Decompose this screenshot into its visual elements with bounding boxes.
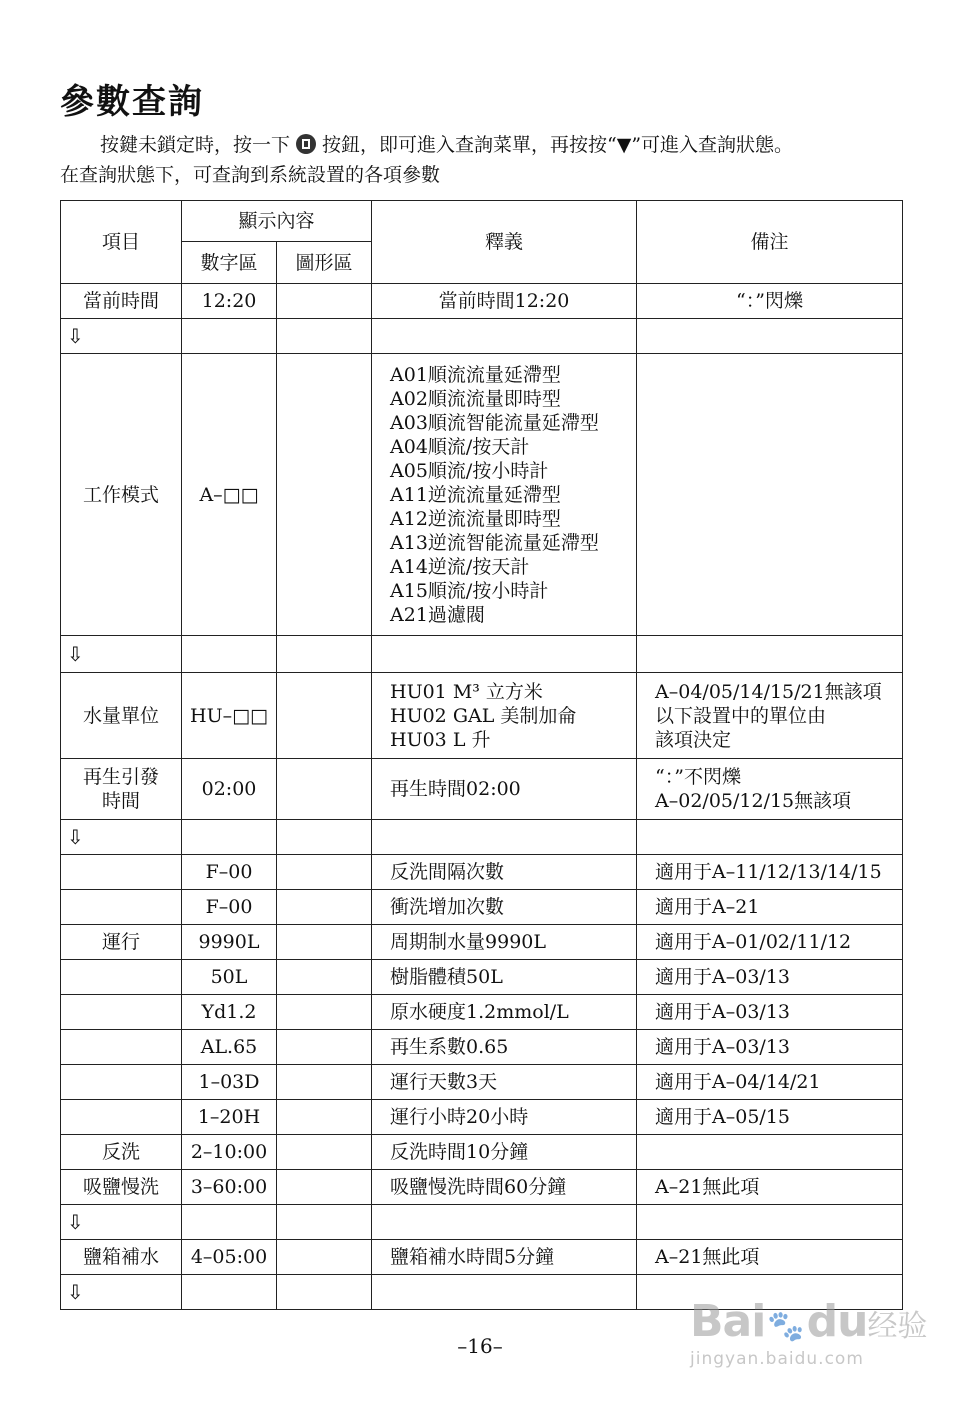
table-row: [61, 759, 903, 820]
intro-line-1-after: 按鈕，即可進入查詢菜單，再按按“▼”可進入查詢狀態。: [322, 134, 794, 156]
row-note: 適用于A–03/13: [637, 1030, 903, 1065]
header-digit: 數字區: [182, 242, 277, 284]
arrow-row: [61, 820, 903, 855]
row-item: [61, 890, 182, 925]
list-item: A04順流/按天計: [390, 435, 530, 458]
row-digit: F–00: [182, 890, 277, 925]
row-note: “：”閃爍: [637, 284, 903, 319]
row-item: 工作模式: [61, 354, 182, 636]
intro-line-1-before: 按鍵未鎖定時，按一下: [100, 134, 291, 156]
table-row: [61, 890, 903, 925]
row-note: [637, 1135, 903, 1170]
down-arrow-icon: ⇩: [61, 1205, 182, 1240]
row-graphic: [277, 1135, 372, 1170]
row-meaning: 再生時間02:00: [372, 759, 637, 820]
row-meaning: 運行小時20小時: [372, 1100, 637, 1135]
row-graphic: [277, 925, 372, 960]
list-item: A11逆流流量延滯型: [390, 483, 561, 506]
row-item: 當前時間: [61, 284, 182, 319]
row-digit: F–00: [182, 855, 277, 890]
parameter-table: [60, 200, 903, 1310]
intro-line-1: [60, 130, 920, 160]
row-item: 反洗: [61, 1135, 182, 1170]
row-digit: 1–20H: [182, 1100, 277, 1135]
list-item: A03順流智能流量延滯型: [390, 411, 599, 434]
note-line: 該項決定: [655, 728, 732, 751]
row-graphic: [277, 890, 372, 925]
row-meaning: 再生系數0.65: [372, 1030, 637, 1065]
table-row: [61, 673, 903, 759]
arrow-row: [61, 636, 903, 673]
row-graphic: [277, 1030, 372, 1065]
row-digit: 2–10:00: [182, 1135, 277, 1170]
list-item: A21過濾閥: [390, 603, 485, 626]
row-graphic: [277, 1065, 372, 1100]
arrow-row: [61, 319, 903, 354]
row-digit: 02:00: [182, 759, 277, 820]
arrow-row: [61, 1205, 903, 1240]
row-meaning: 運行天數3天: [372, 1065, 637, 1100]
table-row: [61, 995, 903, 1030]
row-digit: HU–□□: [182, 673, 277, 759]
row-item: [61, 1100, 182, 1135]
row-note: A–21無此項: [637, 1170, 903, 1205]
row-item: 鹽箱補水: [61, 1240, 182, 1275]
header-note: 備注: [637, 201, 903, 284]
water-unit-list: [372, 673, 637, 759]
row-note: 適用于A–04/14/21: [637, 1065, 903, 1100]
row-graphic: [277, 1240, 372, 1275]
row-digit: A–□□: [182, 354, 277, 636]
table-row: [61, 1240, 903, 1275]
table-row: [61, 1030, 903, 1065]
list-item: A15順流/按小時計: [390, 579, 549, 602]
row-meaning: 吸鹽慢洗時間60分鐘: [372, 1170, 637, 1205]
row-note: 適用于A–11/12/13/14/15: [637, 855, 903, 890]
list-item: A01順流流量延滯型: [390, 363, 561, 386]
row-graphic: [277, 354, 372, 636]
list-item: A14逆流/按天計: [390, 555, 530, 578]
water-unit-notes: [637, 673, 903, 759]
list-item: A05順流/按小時計: [390, 459, 549, 482]
row-graphic: [277, 960, 372, 995]
work-mode-list: [372, 354, 637, 636]
row-item: 水量單位: [61, 673, 182, 759]
row-graphic: [277, 759, 372, 820]
table-row: [61, 855, 903, 890]
row-digit: 1–03D: [182, 1065, 277, 1100]
note-line: 以下設置中的單位由: [655, 704, 827, 727]
row-digit: 4–05:00: [182, 1240, 277, 1275]
row-meaning: 反洗間隔次數: [372, 855, 637, 890]
row-graphic: [277, 995, 372, 1030]
table-row: [61, 925, 903, 960]
table-row: [61, 1170, 903, 1205]
row-graphic: [277, 284, 372, 319]
list-item: A12逆流流量即時型: [390, 507, 561, 530]
table-header-row: [61, 201, 903, 242]
down-arrow-icon: ⇩: [61, 319, 182, 354]
intro-line-2: 在查詢狀態下，可查詢到系統設置的各項參數: [60, 164, 441, 186]
row-note: 適用于A–03/13: [637, 960, 903, 995]
row-note: [637, 354, 903, 636]
intro-paragraph: [60, 130, 920, 190]
table-row: [61, 1100, 903, 1135]
list-item: A02順流流量即時型: [390, 387, 561, 410]
row-note: A–21無此項: [637, 1240, 903, 1275]
header-meaning: 釋義: [372, 201, 637, 284]
row-meaning: 鹽箱補水時間5分鐘: [372, 1240, 637, 1275]
menu-key-icon: [296, 134, 316, 154]
row-graphic: [277, 673, 372, 759]
header-graphic: 圖形區: [277, 242, 372, 284]
row-note: “：”不閃爍 A–02/05/12/15無該項: [637, 759, 903, 820]
row-graphic: [277, 855, 372, 890]
row-graphic: [277, 1100, 372, 1135]
row-meaning: 樹脂體積50L: [372, 960, 637, 995]
row-meaning: 原水硬度1.2mmol/L: [372, 995, 637, 1030]
row-item: 吸鹽慢洗: [61, 1170, 182, 1205]
header-display: 顯示內容: [182, 201, 372, 242]
table-row: [61, 354, 903, 636]
row-note: 適用于A–05/15: [637, 1100, 903, 1135]
row-meaning: 衝洗增加次數: [372, 890, 637, 925]
row-digit: 12:20: [182, 284, 277, 319]
down-arrow-icon: ⇩: [61, 1275, 182, 1310]
table-row: [61, 960, 903, 995]
down-arrow-icon: ⇩: [61, 636, 182, 673]
paw-icon: 🐾: [767, 1309, 805, 1344]
row-item: [61, 995, 182, 1030]
watermark-logo: Bai🐾du经验 jingyan.baidu.com: [690, 1296, 930, 1386]
watermark-site: jingyan.baidu.com: [690, 1349, 864, 1369]
row-meaning: 當前時間12:20: [372, 284, 637, 319]
row-digit: Yd1.2: [182, 995, 277, 1030]
row-graphic: [277, 1170, 372, 1205]
list-item: HU02 GAL 美制加侖: [390, 704, 577, 727]
row-note: 適用于A–01/02/11/12: [637, 925, 903, 960]
page-title: 參數查詢: [60, 82, 204, 122]
row-meaning: 反洗時間10分鐘: [372, 1135, 637, 1170]
row-item: [61, 855, 182, 890]
table-row: [61, 1135, 903, 1170]
row-item: [61, 1065, 182, 1100]
row-digit: 50L: [182, 960, 277, 995]
row-digit: 9990L: [182, 925, 277, 960]
row-note: 適用于A–03/13: [637, 995, 903, 1030]
page-number: –16–: [457, 1334, 503, 1358]
table-row: [61, 1065, 903, 1100]
down-arrow-icon: ⇩: [61, 820, 182, 855]
note-line: A–04/05/14/15/21無該項: [655, 680, 882, 703]
row-note: 適用于A–21: [637, 890, 903, 925]
header-item: 項目: [61, 201, 182, 284]
list-item: HU01 M³ 立方米: [390, 680, 543, 703]
row-item: [61, 1030, 182, 1065]
list-item: HU03 L 升: [390, 728, 491, 751]
row-digit: 3–60:00: [182, 1170, 277, 1205]
row-digit: AL.65: [182, 1030, 277, 1065]
row-meaning: 周期制水量9990L: [372, 925, 637, 960]
row-item: 運行: [61, 925, 182, 960]
row-item: [61, 960, 182, 995]
table-row: [61, 284, 903, 319]
row-item: 再生引發 時間: [61, 759, 182, 820]
list-item: A13逆流智能流量延滯型: [390, 531, 599, 554]
